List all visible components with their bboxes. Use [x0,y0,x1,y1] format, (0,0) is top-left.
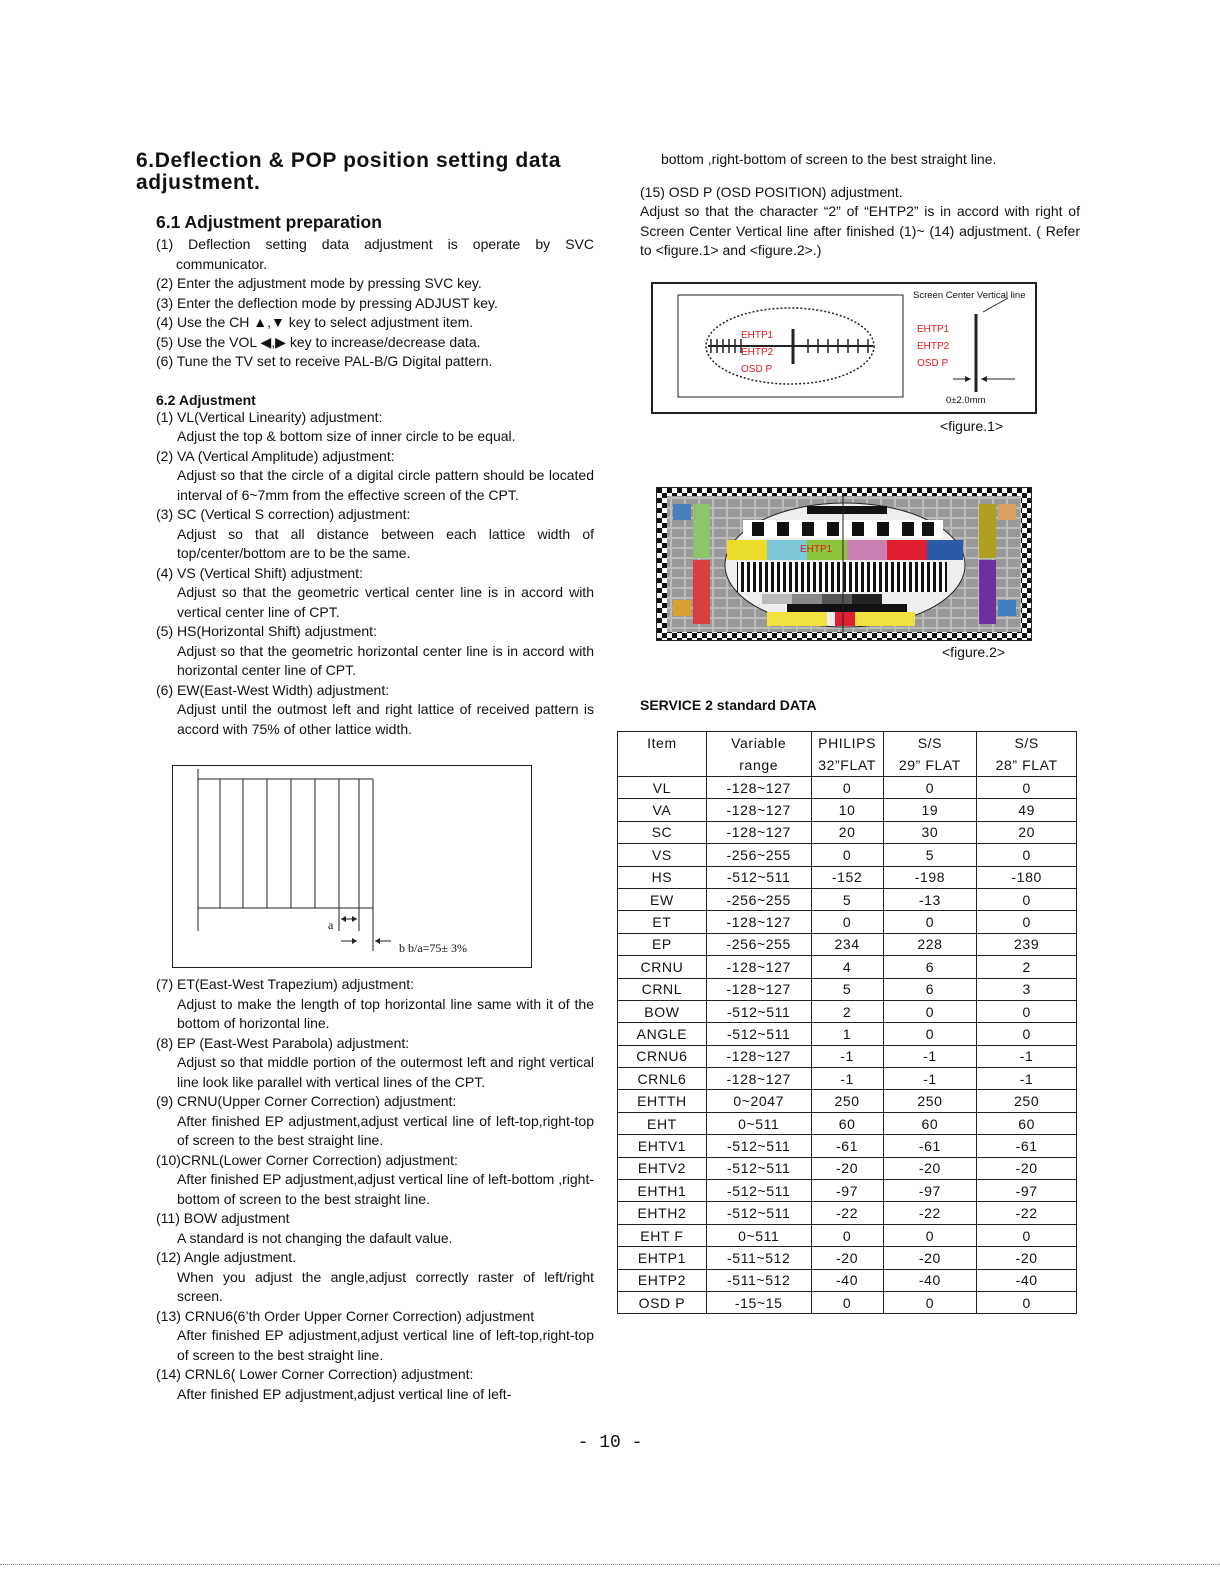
table-cell: EHT [618,1112,707,1134]
table-cell: -128~127 [706,978,811,1000]
ew-width-figure [172,765,532,968]
table-cell: 4 [811,956,883,978]
left-column [136,150,594,739]
table-row [618,821,1077,843]
table-cell: -1 [977,1068,1077,1090]
table-cell: -128~127 [706,956,811,978]
adjust-desc-2: Adjust so that the circle of a digital circle pattern should be located interval of 6~7mm from the effective screen of the CPT. [177,467,594,503]
adjust-desc-9: After finished EP adjustment,adjust vertical line of left-top,right-top of screen to the best straight line. [177,1112,594,1148]
table-cell: OSD P [618,1291,707,1313]
table-cell: 0 [977,1291,1077,1313]
table-cell: BOW [618,1000,707,1022]
subsection-heading-6-1: 6.1 Adjustment preparation [156,212,382,232]
table-cell: 0 [883,911,977,933]
adjust-title-2: (2) VA (Vertical Amplitude) adjustment: [156,447,395,464]
adjust-desc-3: Adjust so that all distance between each lattice width of top/center/bottom are to be the same. [177,525,594,561]
bottom-dotted-rule [0,1564,1220,1565]
table-cell: -97 [977,1180,1077,1202]
table-cell: VL [618,777,707,799]
service-data-table [617,731,1077,1314]
table-cell: 0 [977,1023,1077,1045]
table-cell: -20 [811,1157,883,1179]
table-cell: -256~255 [706,888,811,910]
table-cell: 0~511 [706,1224,811,1246]
table-cell: -20 [883,1247,977,1269]
table-cell: SC [618,821,707,843]
fig1-ehtp2: EHTP2 [917,341,950,352]
fig1-ehtp2-inner: EHTP2 [741,347,774,358]
subsection-heading-6-2: 6.2 Adjustment [156,391,256,408]
table-cell: -20 [883,1157,977,1179]
adjust-title-1: (1) VL(Vertical Linearity) adjustment: [156,408,383,425]
table-cell: 20 [811,821,883,843]
table-cell: -512~511 [706,866,811,888]
prep-item-3: (3) Enter the deflection mode by pressing ADJUST key. [156,294,498,311]
figure-1-caption: <figure.1> [940,418,1004,434]
table-cell: EHTP1 [618,1247,707,1269]
table-row [618,866,1077,888]
figure-1 [651,282,1037,414]
table-cell: 239 [977,933,1077,955]
osd-title: (15) OSD P (OSD POSITION) adjustment. [640,183,903,200]
table-cell: CRNU6 [618,1045,707,1067]
table-row [618,1023,1077,1045]
table-cell: 6 [883,978,977,1000]
table-cell: -128~127 [706,1045,811,1067]
table-cell: 0 [883,1224,977,1246]
table-cell: -128~127 [706,911,811,933]
table-cell: 234 [811,933,883,955]
table-cell: -256~255 [706,844,811,866]
table-cell: -128~127 [706,1068,811,1090]
table-cell: -40 [883,1269,977,1291]
table-cell: -512~511 [706,1023,811,1045]
table-cell: 60 [811,1112,883,1134]
table-cell: 0~511 [706,1112,811,1134]
table-cell: -512~511 [706,1000,811,1022]
table-cell: -1 [977,1045,1077,1067]
table-cell: 0 [977,777,1077,799]
table-cell: 0 [977,911,1077,933]
table-cell: -128~127 [706,799,811,821]
table-cell: 0 [811,911,883,933]
figure-2 [656,487,1032,641]
adjust-desc-8: Adjust so that middle portion of the outermost left and right vertical line look like parallel with vertical lines of the CPT. [177,1054,594,1090]
table-cell: -61 [811,1135,883,1157]
table-cell: 228 [883,933,977,955]
adjust-desc-12: When you adjust the angle,adjust correctly raster of left/right screen. [177,1268,594,1304]
adjust-title-7: (7) ET(East-West Trapezium) adjustment: [156,976,415,992]
table-row [618,1269,1077,1291]
table-cell: -13 [883,888,977,910]
table-cell: -1 [883,1068,977,1090]
prep-item-4: (4) Use the CH ▲,▼ key to select adjustment item. [156,314,474,330]
adjust-desc-1: Adjust the top & bottom size of inner circle to be equal. [177,428,516,444]
adjust-desc-4: Adjust so that the geometric vertical center line is in accord with vertical center line of CPT. [177,584,594,620]
table-cell: VA [618,799,707,821]
table-cell: 6 [883,956,977,978]
table-cell: 3 [977,978,1077,1000]
table-row [618,1090,1077,1112]
adjust-desc-14: After finished EP adjustment,adjust vertical line of left- [177,1385,512,1402]
table-row [618,933,1077,955]
header-cell: Item [618,732,707,777]
table-row [618,1291,1077,1313]
table-cell: -97 [883,1180,977,1202]
table-row [618,1180,1077,1202]
table-cell: -20 [811,1247,883,1269]
adjust-title-4: (4) VS (Vertical Shift) adjustment: [156,564,363,581]
table-cell: -15~15 [706,1291,811,1313]
table-row [618,1068,1077,1090]
table-cell: 19 [883,799,977,821]
table-row [618,956,1077,978]
table-cell: -512~511 [706,1202,811,1224]
table-cell: -512~511 [706,1180,811,1202]
table-row [618,844,1077,866]
table-cell: 0 [883,777,977,799]
table-cell: 5 [811,888,883,910]
table-cell: 0 [883,1291,977,1313]
table-cell: CRNL6 [618,1068,707,1090]
table-cell: 250 [977,1090,1077,1112]
table-cell: EW [618,888,707,910]
adjust-desc-7: Adjust to make the length of top horizontal line same with it of the bottom of horizontal line. [177,995,594,1031]
figure-2-caption: <figure.2> [942,644,1006,660]
adjust-desc-5: Adjust so that the geometric horizontal center line is in accord with horizontal center line of CPT. [177,642,594,678]
adjust-title-8: (8) EP (East-West Parabola) adjustment: [156,1034,410,1051]
table-cell: 2 [811,1000,883,1022]
table-cell: -198 [883,866,977,888]
table-cell: -512~511 [706,1157,811,1179]
table-cell: 0 [977,1000,1077,1022]
table-cell: -61 [883,1135,977,1157]
table-cell: 49 [977,799,1077,821]
table-cell: 250 [811,1090,883,1112]
table-cell: EHT F [618,1224,707,1246]
table-cell: 5 [811,978,883,1000]
table-row [618,1247,1077,1269]
figure-1-drawing [653,284,1035,412]
table-cell: -20 [977,1247,1077,1269]
screen-center-label: Screen Center Vertical line [913,290,1026,301]
table-cell: EHTTH [618,1090,707,1112]
table-cell: -40 [977,1269,1077,1291]
adjust-desc-10: After finished EP adjustment,adjust vertical line of left-bottom ,right-bottom of screen to the best straight line. [177,1171,594,1207]
table-row [618,978,1077,1000]
table-cell: EHTH1 [618,1180,707,1202]
adjust-title-14: (14) CRNL6( Lower Corner Correction) adjustment: [156,1366,474,1382]
adjust-title-5: (5) HS(Horizontal Shift) adjustment: [156,623,377,639]
table-row [618,1135,1077,1157]
prep-item-2: (2) Enter the adjustment mode by pressing SVC key. [156,275,482,291]
table-cell: -40 [811,1269,883,1291]
table-row [618,1224,1077,1246]
table-row [618,911,1077,933]
table-row [618,1157,1077,1179]
table-cell: -1 [811,1068,883,1090]
table-cell: -256~255 [706,933,811,955]
table-cell: -128~127 [706,777,811,799]
table-cell: -22 [883,1202,977,1224]
adjust-title-10: (10)CRNL(Lower Corner Correction) adjustment: [156,1151,458,1168]
table-cell: -152 [811,866,883,888]
adjust-desc-6: Adjust until the outmost left and right lattice of received pattern is accord with 75% of other lattice width. [177,701,594,737]
adjust-title-12: (12) Angle adjustment. [156,1249,297,1265]
prep-list [136,235,594,372]
table-cell: CRNU [618,956,707,978]
table-cell: 0 [977,888,1077,910]
table-cell: 0 [883,1000,977,1022]
table-cell: -511~512 [706,1247,811,1269]
left-column-continued [136,975,594,1404]
header-cell: S/S 28” FLAT [977,732,1077,777]
prep-item-1: (1) Deflection setting data adjustment is operate by SVC communicator. [156,236,594,272]
table-cell: 1 [811,1023,883,1045]
table-cell: -97 [811,1180,883,1202]
table-cell: ANGLE [618,1023,707,1045]
page-number: - 10 - [577,1433,643,1453]
table-cell: 0 [883,1023,977,1045]
adjust-list-1 [136,408,594,740]
table-row [618,1202,1077,1224]
right-column [640,150,1080,261]
adjust-list-2 [136,975,594,1404]
table-title: SERVICE 2 standard DATA [640,697,817,713]
table-cell: -128~127 [706,821,811,843]
osd-description: Adjust so that the character “2” of “EHTP2” is in accord with right of Screen Center Vertical line after finished (1)~ (14) adjustment. ( Refer to <figure.1> and <figure.2>.) [640,203,1080,258]
table-cell: -61 [977,1135,1077,1157]
table-cell: -1 [883,1045,977,1067]
header-cell: S/S 29” FLAT [883,732,977,777]
adjust-title-3: (3) SC (Vertical S correction) adjustment: [156,506,411,522]
adjust-desc-11: A standard is not changing the dafault value. [177,1229,453,1246]
section-title: 6.Deflection & POP position setting data adjustment. [136,149,561,194]
tolerance-label: 0±2.0mm [946,395,986,406]
table-cell: CRNL [618,978,707,1000]
table-row [618,888,1077,910]
label-a: a [328,918,334,932]
continued-text: bottom ,right-bottom of screen to the best straight line. [661,151,997,167]
adjust-title-6: (6) EW(East-West Width) adjustment: [156,681,390,698]
table-cell: 5 [883,844,977,866]
table-cell: -22 [811,1202,883,1224]
lattice-diagram [173,766,531,967]
table-cell: -512~511 [706,1135,811,1157]
table-row [618,1000,1077,1022]
table-cell: -1 [811,1045,883,1067]
table-cell: 0 [811,844,883,866]
table-cell: VS [618,844,707,866]
table-cell: EHTV2 [618,1157,707,1179]
adjust-title-13: (13) CRNU6(6’th Order Upper Corner Correction) adjustment [156,1307,535,1324]
table-cell: EP [618,933,707,955]
fig1-osdp: OSD P [917,358,949,369]
table-cell: -22 [977,1202,1077,1224]
table-cell: 0 [977,844,1077,866]
table-cell: 0 [811,1291,883,1313]
table-cell: HS [618,866,707,888]
table-cell: EHTH2 [618,1202,707,1224]
table-cell: -20 [977,1157,1077,1179]
header-cell: PHILIPS 32”FLAT [811,732,883,777]
table-cell: 0 [811,1224,883,1246]
table-cell: EHTV1 [618,1135,707,1157]
table-header-row [618,732,1077,777]
fig1-ehtp1-inner: EHTP1 [741,330,774,341]
adjust-desc-13: After finished EP adjustment,adjust vertical line of left-top,right-top of screen to the best straight line. [177,1327,594,1363]
fig1-osdp-inner: OSD P [741,364,773,375]
adjust-title-11: (11) BOW adjustment [156,1210,290,1226]
table-cell: 60 [883,1112,977,1134]
table-row [618,1112,1077,1134]
label-b-ratio: b b/a=75± 3% [399,941,468,955]
table-cell: 0~2047 [706,1090,811,1112]
table-cell: EHTP2 [618,1269,707,1291]
prep-item-6: (6) Tune the TV set to receive PAL-B/G Digital pattern. [156,353,493,369]
table-cell: 30 [883,821,977,843]
fig2-ehtp1: EHTP1 [800,544,833,555]
test-pattern-image [657,488,1031,640]
table-cell: 60 [977,1112,1077,1134]
table-cell: -511~512 [706,1269,811,1291]
table-cell: 0 [811,777,883,799]
header-cell: Variable range [706,732,811,777]
prep-item-5: (5) Use the VOL ◀,▶ key to increase/decrease data. [156,333,481,350]
table-cell: 10 [811,799,883,821]
table-row [618,777,1077,799]
table-cell: 20 [977,821,1077,843]
table-row [618,1045,1077,1067]
fig1-ehtp1: EHTP1 [917,324,950,335]
table-cell: 250 [883,1090,977,1112]
table-cell: -180 [977,866,1077,888]
adjust-title-9: (9) CRNU(Upper Corner Correction) adjustment: [156,1093,457,1109]
table-row [618,799,1077,821]
table-cell: 2 [977,956,1077,978]
table-cell: 0 [977,1224,1077,1246]
table-cell: ET [618,911,707,933]
